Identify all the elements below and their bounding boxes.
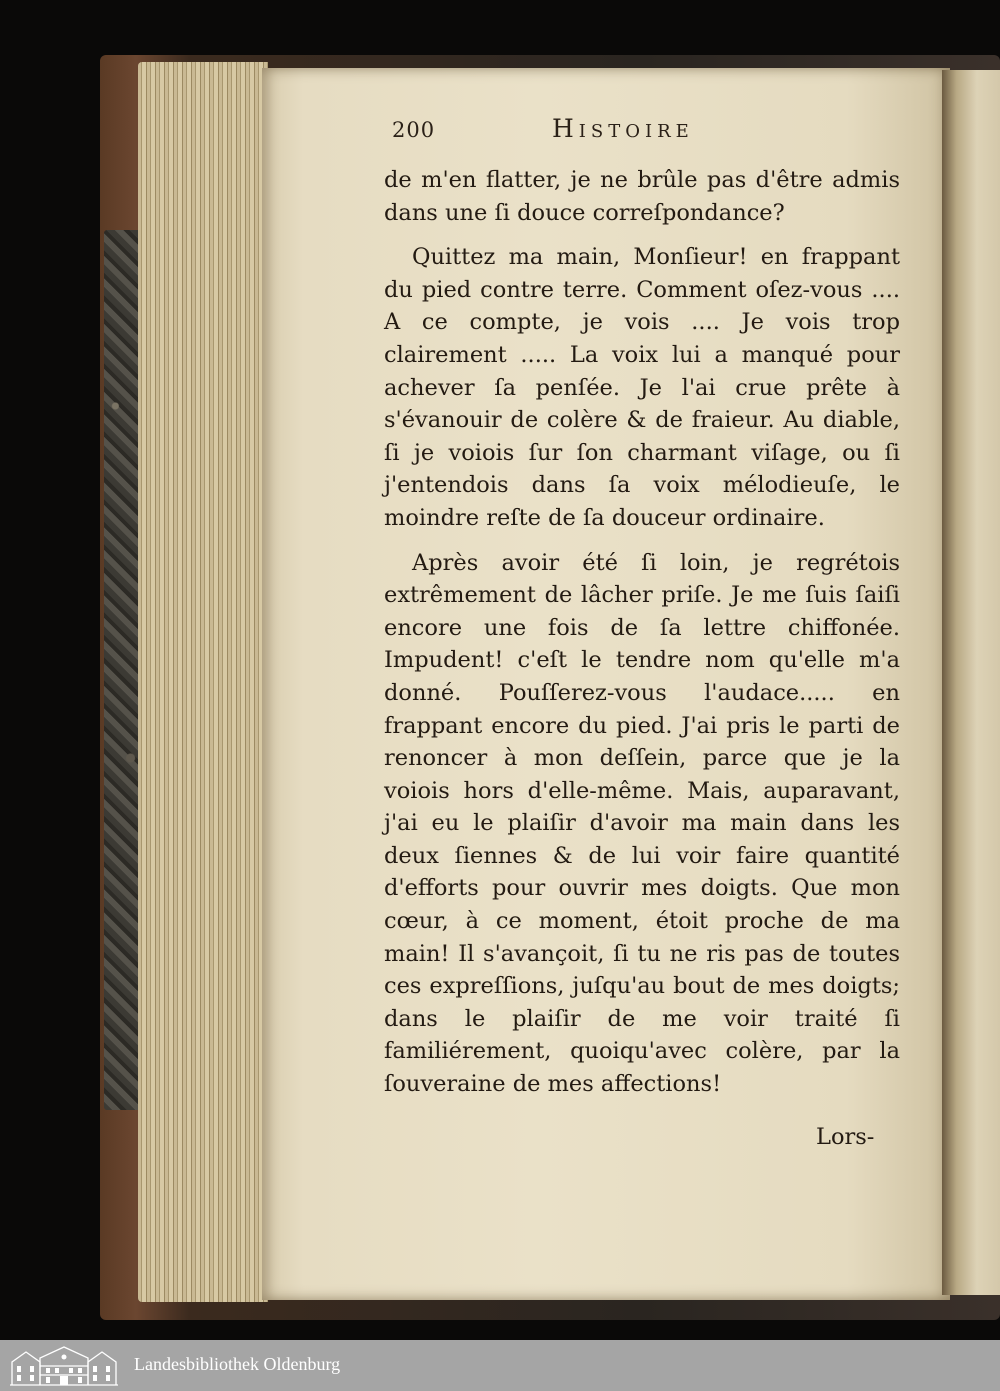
running-title: Histoire xyxy=(552,114,694,143)
paragraph: Quittez ma main, Monſieur! en frappant du pied contre terre. Comment oſez-vous .... A ce compte, je vois .... Je vois trop clairement ..... La voix lui a manqué pour achever ſa penſée. Je l'ai crue prête à s'évanouir de colère & de fraieur. Au diable, ſi je voiois ſur ſon charmant viſage, ou ſi j'entendois dans ſa voix mélodieuſe, le moindre reſte de ſa douceur ordinaire. xyxy=(384,244,900,531)
footer-bar xyxy=(0,1340,1000,1391)
library-name: Landesbibliothek Oldenburg xyxy=(134,1354,341,1374)
body-text xyxy=(384,164,900,1101)
paragraph: de m'en flatter, je ne brûle pas d'être admis dans une ſi douce correſpondance? xyxy=(384,167,900,226)
library-building-icon xyxy=(8,1344,120,1387)
paragraph: Après avoir été ſi loin, je regrétois extrêmement de lâcher priſe. Je me ſuis ſaiſi encore une fois de ſa lettre chiffonée. Impudent! c'eſt le tendre nom qu'elle m'a donné. Pouſſerez-vous l'audace..... en frappant encore du pied. J'ai pris le parti de renoncer à mon deſſein, parce que je la voiois hors d'elle-même. Mais, auparavant, j'ai eu le plaiſir d'avoir ma main dans les deux ſiennes & de lui voir faire quantité d'efforts pour ouvrir mes doigts. Que mon cœur, à ce moment, étoit proche de ma main! Il s'avançoit, ſi tu ne ris pas de toutes ces expreſſions, juſqu'au bout de mes doigts; dans le plaiſir de me voir traité ſi familiérement, quoiqu'avec colère, par la ſouveraine de mes affections! xyxy=(384,549,900,1098)
page-header xyxy=(392,114,752,148)
page-number: 200 xyxy=(392,118,436,142)
page-edges xyxy=(138,62,268,1302)
marbled-board xyxy=(104,230,142,1110)
facing-page-edge xyxy=(942,70,1000,1295)
catchword: Lors- xyxy=(816,1124,875,1150)
